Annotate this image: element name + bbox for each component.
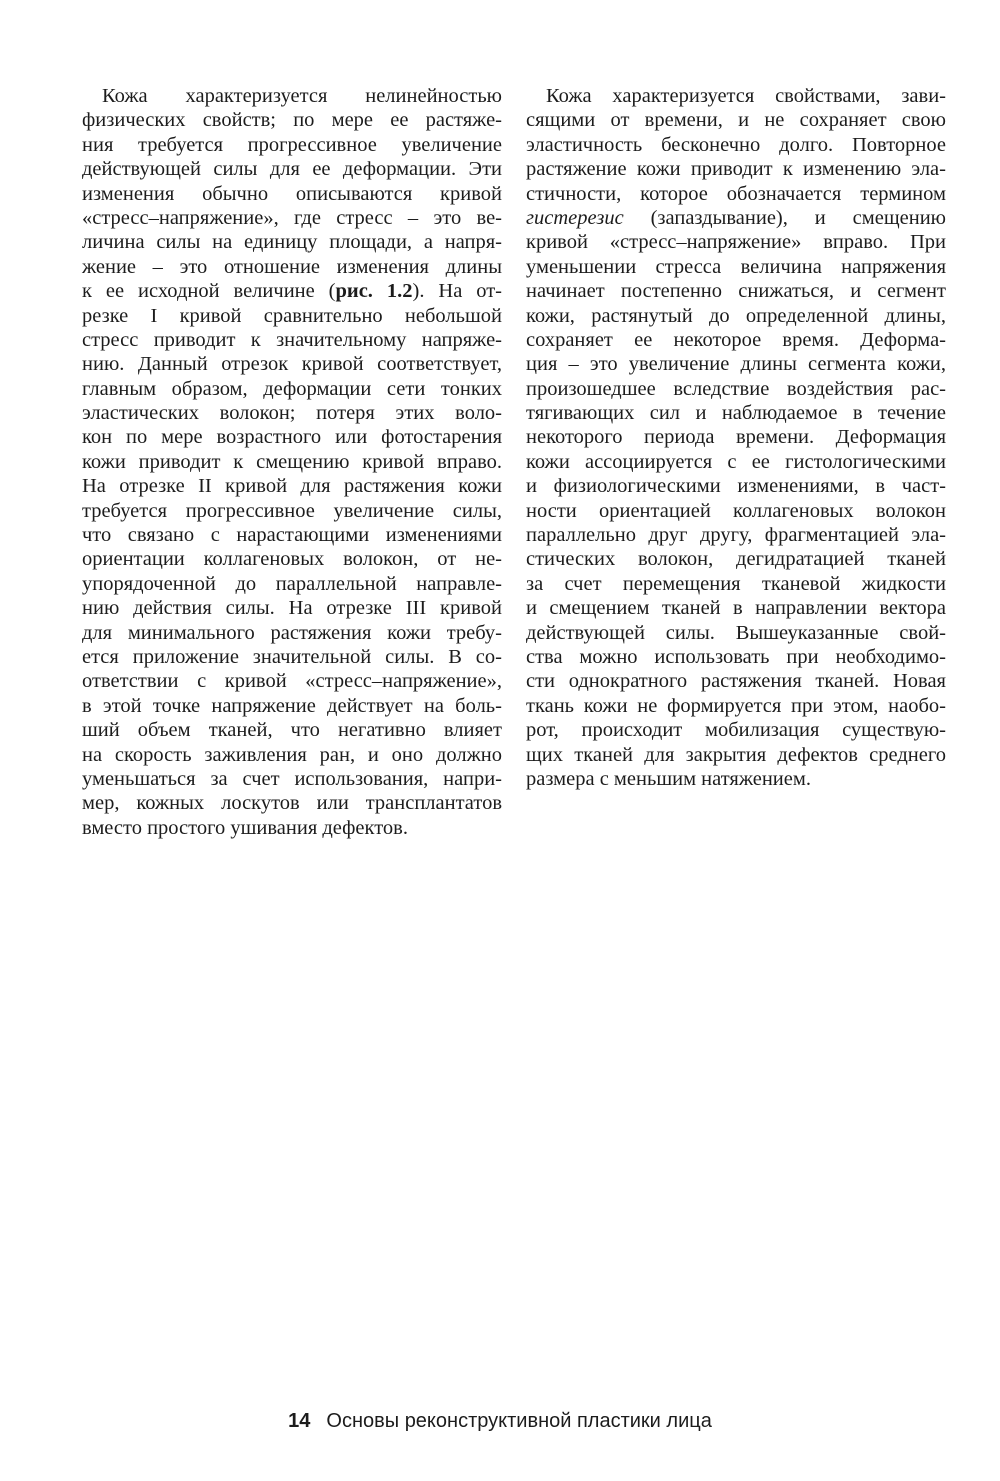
text-line: ства можно использовать при необходимо-	[526, 645, 946, 668]
page-number: 14	[288, 1410, 311, 1432]
text-line: стических волокон, дегидратацией тканей	[526, 548, 946, 571]
text-line: кривой «стресс–напряжение» вправо. При	[526, 231, 946, 254]
text-line: действующей силы. Вышеуказанные свой-	[526, 621, 946, 644]
text-line: личина силы на единицу площади, а напря-	[82, 231, 502, 254]
text-line: На отрезке II кривой для растяжения кожи	[82, 475, 502, 498]
text-line: упорядоченной до параллельной направле-	[82, 572, 502, 595]
text-line: за счет перемещения тканевой жидкости	[526, 572, 946, 595]
text-line: начинает постепенно снижаться, и сегмент	[526, 280, 946, 303]
text-line: размера с меньшим натяжением.	[526, 767, 811, 790]
text-line: «стресс–напряжение», где стресс – это ве-	[82, 206, 502, 229]
text-line: для минимального растяжения кожи требу-	[82, 621, 502, 644]
text-line: эластических волокон; потеря этих воло-	[82, 402, 502, 425]
text-line: сохраняет ее некоторое время. Деформа-	[526, 328, 946, 351]
text-line: нию действия силы. На отрезке III кривой	[82, 597, 502, 620]
text-line: действующей силы для ее деформации. Эти	[82, 158, 502, 181]
text-line: ориентации коллагеновых волокон, от не-	[82, 548, 502, 571]
text-line: щих тканей для закрытия дефектов среднего	[526, 743, 946, 766]
text-line: рот, происходит мобилизация существую-	[526, 719, 946, 742]
term-hysteresis: гистерезис	[526, 206, 624, 229]
text-line: изменения обычно описываются кривой	[82, 182, 502, 205]
text-line: нию. Данный отрезок кривой соответствует,	[82, 353, 502, 376]
text-line: главным образом, деформации сети тонких	[82, 377, 502, 400]
text-fragment: к ее исходной величине (	[82, 280, 336, 303]
text-line: ности ориентацией коллагеновых волокон	[526, 499, 946, 522]
text-line: параллельно друг другу, фрагментацией эла-	[526, 524, 946, 547]
figure-reference: рис. 1.2	[335, 280, 413, 303]
text-line: стресс приводит к значительному напряже-	[82, 328, 502, 351]
text-line: Кожа характеризуется нелинейностью	[102, 85, 502, 107]
text-line: жение – это отношение изменения длины	[82, 255, 502, 278]
text-line: ния требуется прогрессивное увеличение	[82, 133, 502, 156]
text-line: ший объем тканей, что негативно влияет	[82, 719, 502, 742]
text-line	[526, 206, 946, 230]
text-line	[82, 279, 502, 303]
text-fragment: ). На от-	[412, 280, 502, 303]
text-line: мер, кожных лоскутов или трансплантатов	[82, 792, 502, 815]
text-line: тягивающих сил и наблюдаемое в течение	[526, 402, 946, 425]
text-line: ция – это увеличение длины сегмента кожи,	[526, 353, 946, 376]
text-line: ется приложение значительной силы. В со-	[82, 645, 502, 668]
text-line: произошедшее вследствие воздействия рас-	[526, 377, 946, 400]
left-text-column	[82, 84, 502, 840]
text-line: и смещением тканей в направлении вектора	[526, 597, 946, 620]
text-line: эластичность бесконечно долго. Повторное	[526, 133, 946, 156]
text-line: стичности, которое обозначается термином	[526, 182, 946, 205]
text-line: Кожа характеризуется свойствами, зави-	[546, 85, 946, 107]
text-line: что связано с нарастающими изменениями	[82, 524, 502, 547]
text-line: ткань кожи не формируется при этом, наобо-	[526, 694, 946, 717]
text-line: в этой точке напряжение действует на боль-	[82, 694, 502, 717]
text-line: резке I кривой сравнительно небольшой	[82, 304, 502, 327]
text-line: уменьшении стресса величина напряжения	[526, 255, 946, 278]
text-line: на скорость заживления ран, и оно должно	[82, 743, 502, 766]
text-line: сящими от времени, и не сохраняет свою	[526, 109, 946, 132]
text-line: и физиологическими изменениями, в част-	[526, 475, 946, 498]
text-line: физических свойств; по мере ее растяже-	[82, 109, 502, 132]
right-text-column	[526, 84, 946, 791]
text-line: ответствии с кривой «стресс–напряжение»,	[82, 670, 502, 693]
text-line: кон по мере возрастного или фотостарения	[82, 426, 502, 449]
text-line: требуется прогрессивное увеличение силы,	[82, 499, 502, 522]
text-line: кожи, растянутый до определенной длины,	[526, 304, 946, 327]
text-line: некоторого периода времени. Деформация	[526, 426, 946, 449]
text-line: растяжение кожи приводит к изменению эла-	[526, 158, 946, 181]
text-line: кожи ассоциируется с ее гистологическими	[526, 450, 946, 473]
page-footer	[0, 1408, 1000, 1434]
text-fragment: (запаздывание), и смещению	[623, 206, 946, 229]
text-line: уменьшаться за счет использования, напри-	[82, 767, 502, 790]
book-title: Основы реконструктивной пластики лица	[326, 1410, 712, 1432]
text-line: сти однократного растяжения тканей. Новая	[526, 670, 946, 693]
text-line: кожи приводит к смещению кривой вправо.	[82, 450, 502, 473]
text-line: вместо простого ушивания дефектов.	[82, 816, 408, 839]
